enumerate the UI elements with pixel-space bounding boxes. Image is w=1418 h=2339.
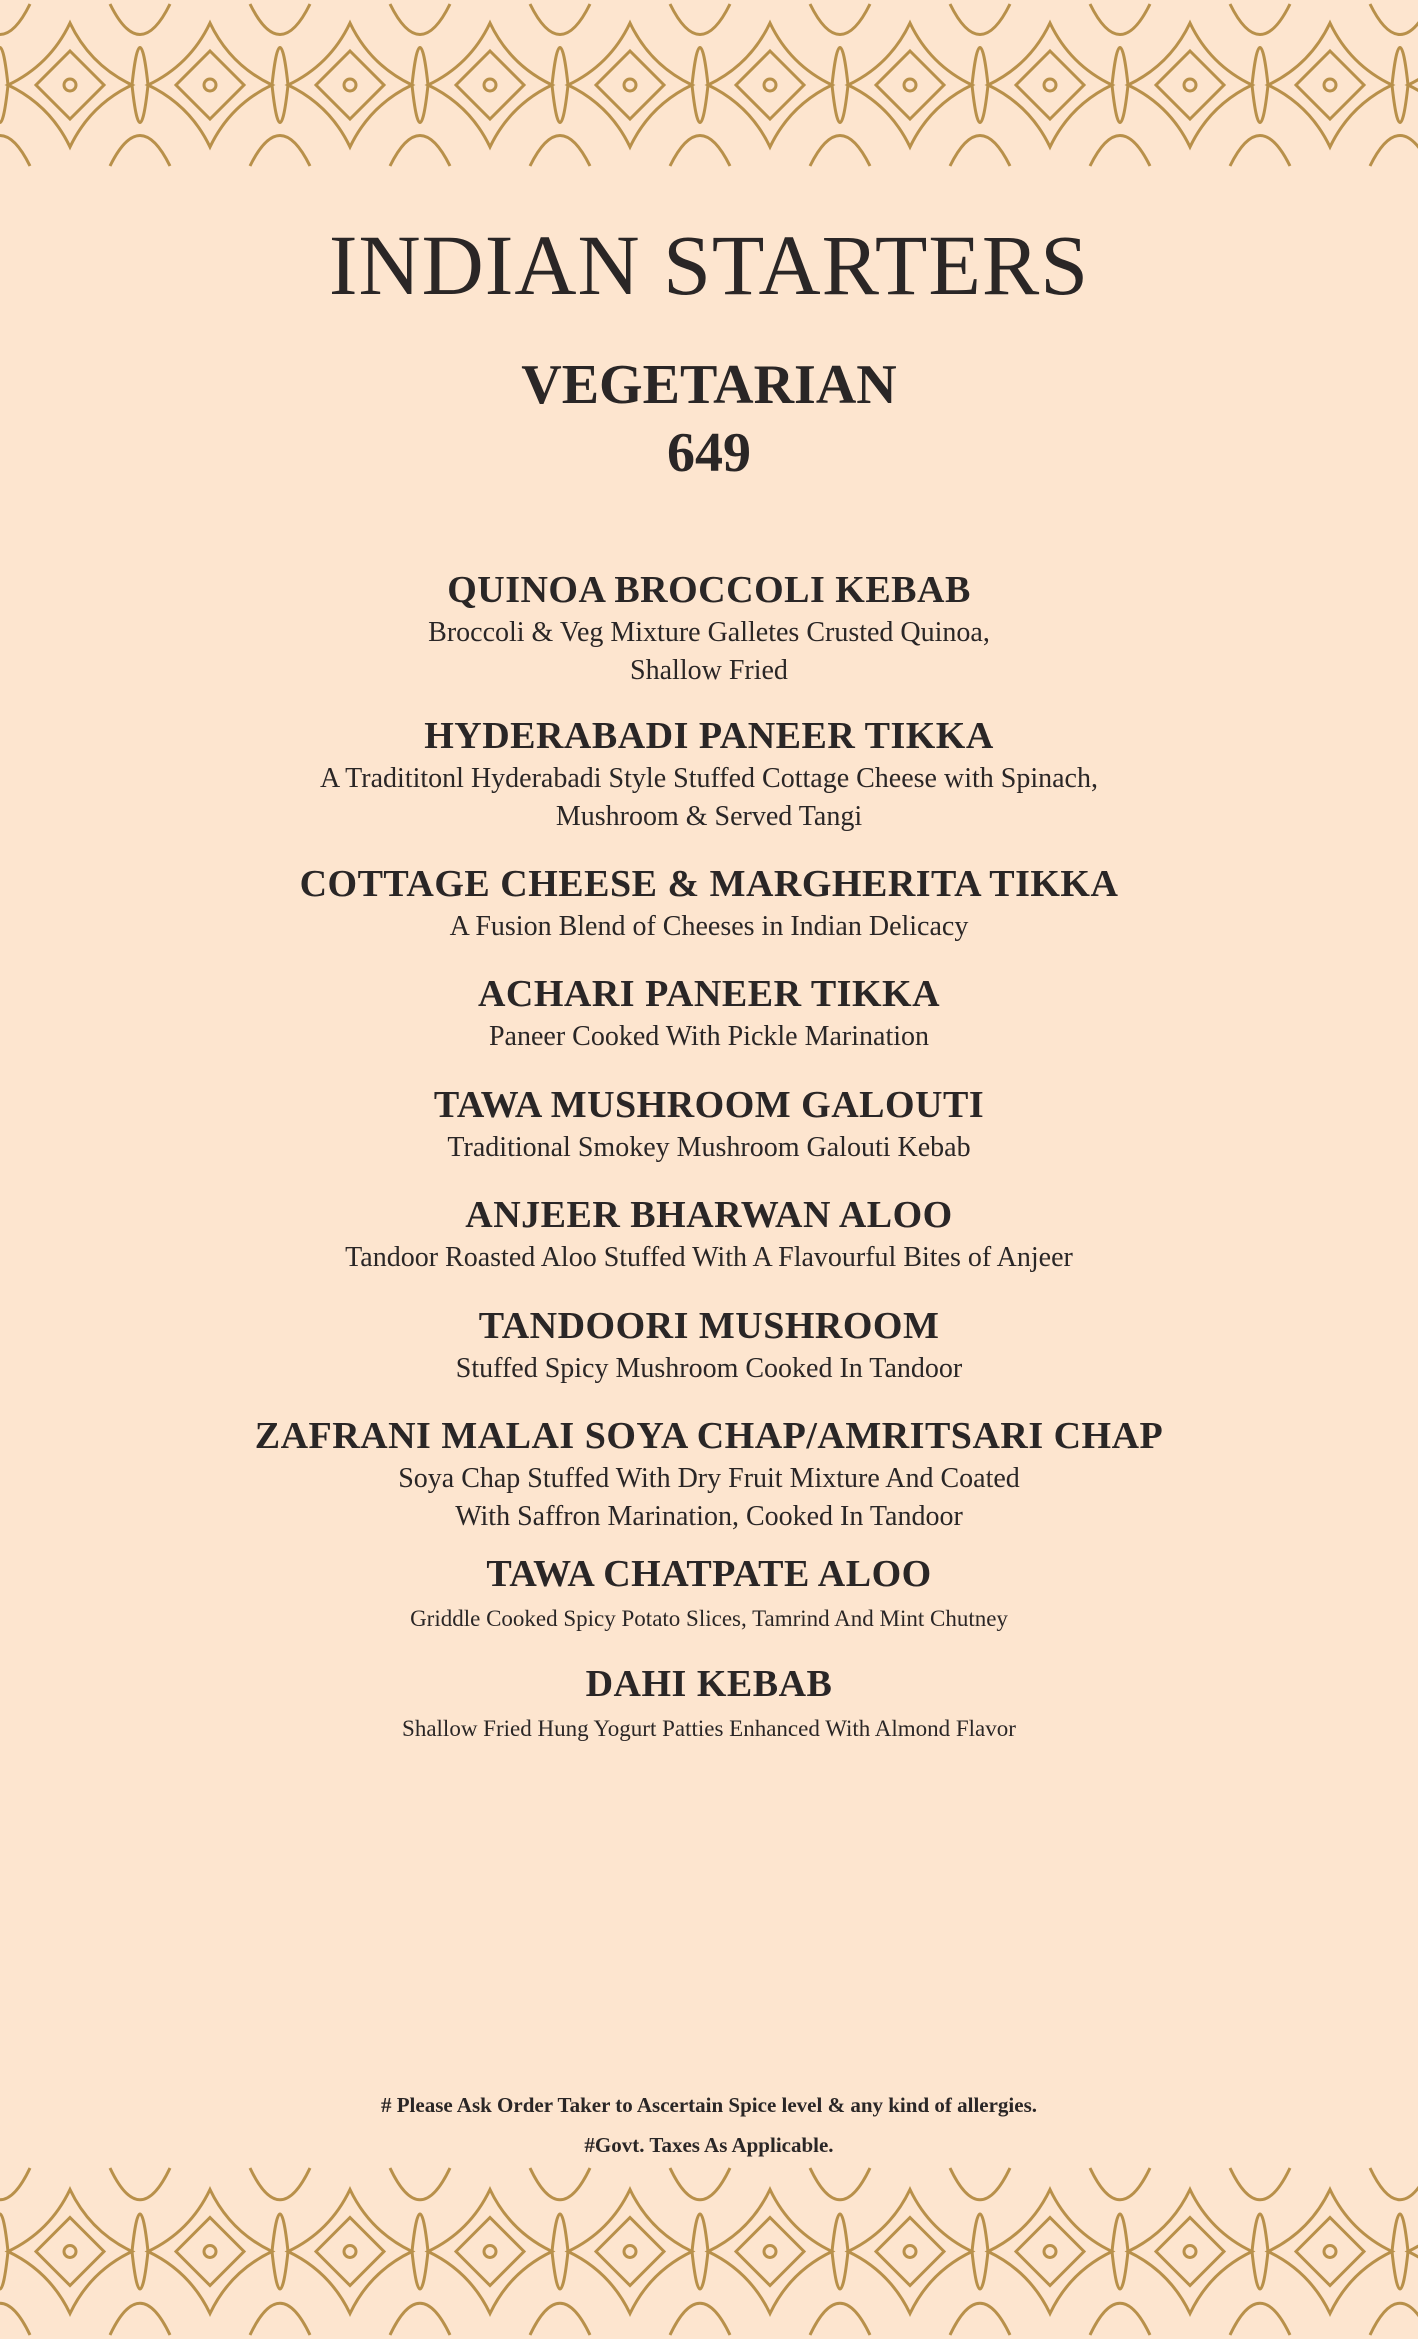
item-name: TANDOORI MUSHROOM	[478, 1305, 940, 1347]
item-description: Tandoor Roasted Aloo Stuffed With A Flavourful Bites of Anjeer	[345, 1242, 1073, 1273]
item-description: Griddle Cooked Spicy Potato Slices, Tamrind And Mint Chutney	[410, 1606, 1008, 1631]
item-description: A Tradititonl Hyderabadi Style Stuffed Cottage Cheese with Spinach, Mushroom & Served Tangi	[320, 763, 1098, 832]
item-name: QUINOA BROCCOLI KEBAB	[447, 569, 971, 611]
menu-item	[0, 1660, 1418, 1746]
item-description: Paneer Cooked With Pickle Marination	[488, 1021, 930, 1052]
bottom-ornamental-border	[0, 2164, 1418, 2339]
menu-item	[0, 970, 1418, 1056]
item-description: A Fusion Blend of Cheeses in Indian Delicacy	[449, 911, 969, 942]
menu-item	[0, 1550, 1418, 1636]
item-name: TAWA CHATPATE ALOO	[486, 1553, 932, 1595]
item-name: ACHARI PANEER TIKKA	[477, 973, 941, 1015]
top-ornamental-border	[0, 0, 1418, 170]
category-price: 649	[667, 422, 751, 484]
tax-note: #Govt. Taxes As Applicable.	[584, 2133, 834, 2157]
menu-item	[0, 1302, 1418, 1388]
menu-item	[0, 566, 1418, 690]
item-name: COTTAGE CHEESE & MARGHERITA TIKKA	[299, 863, 1119, 905]
item-description: Stuffed Spicy Mushroom Cooked In Tandoor	[455, 1353, 963, 1384]
menu-item	[0, 1191, 1418, 1277]
menu-item	[0, 712, 1418, 836]
allergy-note: # Please Ask Order Taker to Ascertain Spice level & any kind of allergies.	[380, 2093, 1038, 2117]
item-name: ZAFRANI MALAI SOYA CHAP/AMRITSARI CHAP	[254, 1415, 1164, 1457]
menu-item	[0, 1081, 1418, 1167]
item-description: Broccoli & Veg Mixture Galletes Crusted Quinoa, Shallow Fried	[428, 617, 990, 686]
item-description: Soya Chap Stuffed With Dry Fruit Mixture And Coated With Saffron Marination, Cooked In Tandoor	[398, 1463, 1020, 1532]
page-title: INDIAN STARTERS	[328, 217, 1090, 313]
category-heading: VEGETARIAN	[521, 354, 897, 416]
item-name: TAWA MUSHROOM GALOUTI	[433, 1084, 985, 1126]
ornamental-border-icon	[0, 2164, 1418, 2339]
ornamental-border-icon	[0, 0, 1418, 170]
item-description: Shallow Fried Hung Yogurt Patties Enhanced With Almond Flavor	[402, 1716, 1016, 1741]
item-name: ANJEER BHARWAN ALOO	[465, 1194, 953, 1236]
menu-item	[0, 860, 1418, 946]
item-description: Traditional Smokey Mushroom Galouti Kebab	[447, 1132, 971, 1163]
item-name: HYDERABADI PANEER TIKKA	[424, 715, 994, 757]
item-name: DAHI KEBAB	[585, 1663, 833, 1705]
menu-item	[0, 1412, 1418, 1536]
footer-notes	[0, 2085, 1418, 2165]
